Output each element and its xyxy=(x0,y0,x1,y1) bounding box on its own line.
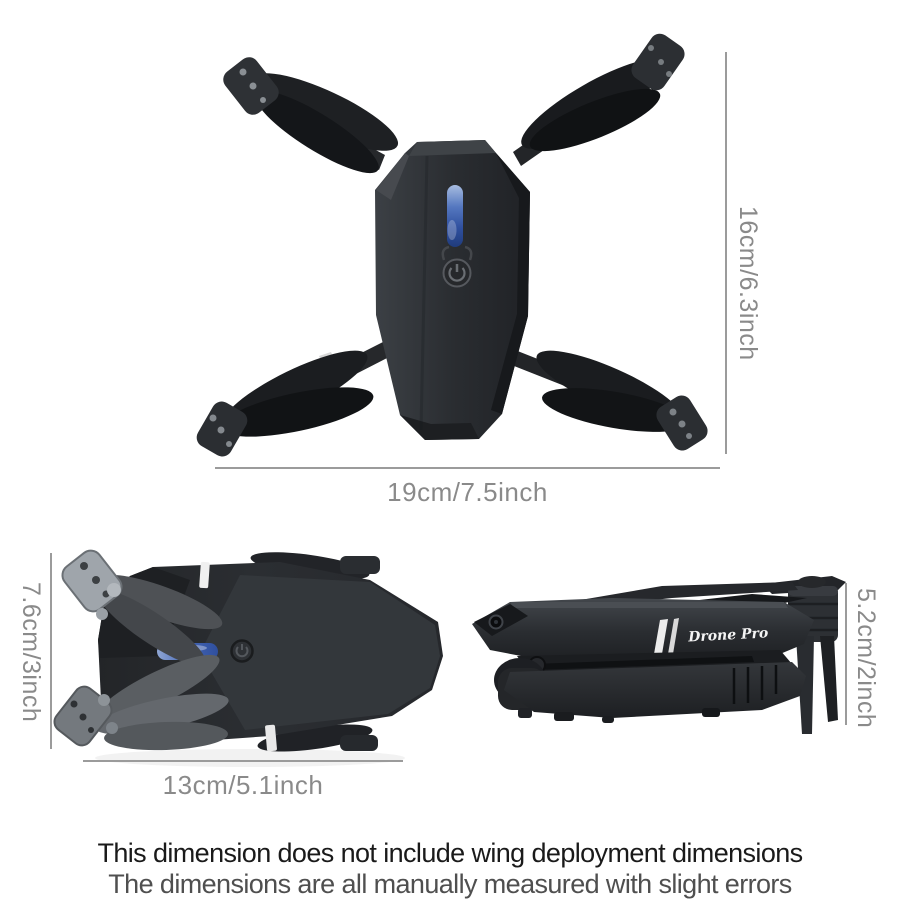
drone-folded-side-view-image xyxy=(462,572,852,747)
dim-label-unfolded-height: 16cm/6.3inch xyxy=(734,206,762,361)
led-strip xyxy=(447,185,463,247)
dim-label-folded-height: 7.6cm/3inch xyxy=(17,582,45,723)
dim-label-folded-width: 13cm/5.1inch xyxy=(162,770,324,800)
power-button-icon xyxy=(232,641,253,662)
brand-label: Drone Pro xyxy=(687,625,769,646)
dim-label-side-height: 5.2cm/2inch xyxy=(852,588,880,729)
lower-hull xyxy=(504,662,806,723)
dim-line-side-height xyxy=(845,583,847,725)
ground-shadow xyxy=(95,749,405,767)
drone-folded-top-view-image xyxy=(40,540,450,775)
propeller-top-left xyxy=(219,53,406,185)
dim-line-folded-width xyxy=(83,760,403,762)
dim-line-unfolded-height xyxy=(725,52,727,454)
dim-line-unfolded-width xyxy=(215,467,720,469)
dim-label-unfolded-width: 19cm/7.5inch xyxy=(387,477,548,507)
drone-body xyxy=(375,140,530,440)
propeller-top-right xyxy=(511,30,688,163)
footer-note-line1: This dimension does not include wing deployment dimensions xyxy=(97,838,803,868)
footer-notes xyxy=(0,838,900,900)
footer-note-line2: The dimensions are all manually measured with slight errors xyxy=(108,869,792,899)
propeller-bottom-right xyxy=(529,337,712,454)
dim-line-folded-height xyxy=(50,553,52,749)
propeller-bottom-left xyxy=(195,337,377,460)
drone-unfolded-top-view-image xyxy=(195,20,740,465)
